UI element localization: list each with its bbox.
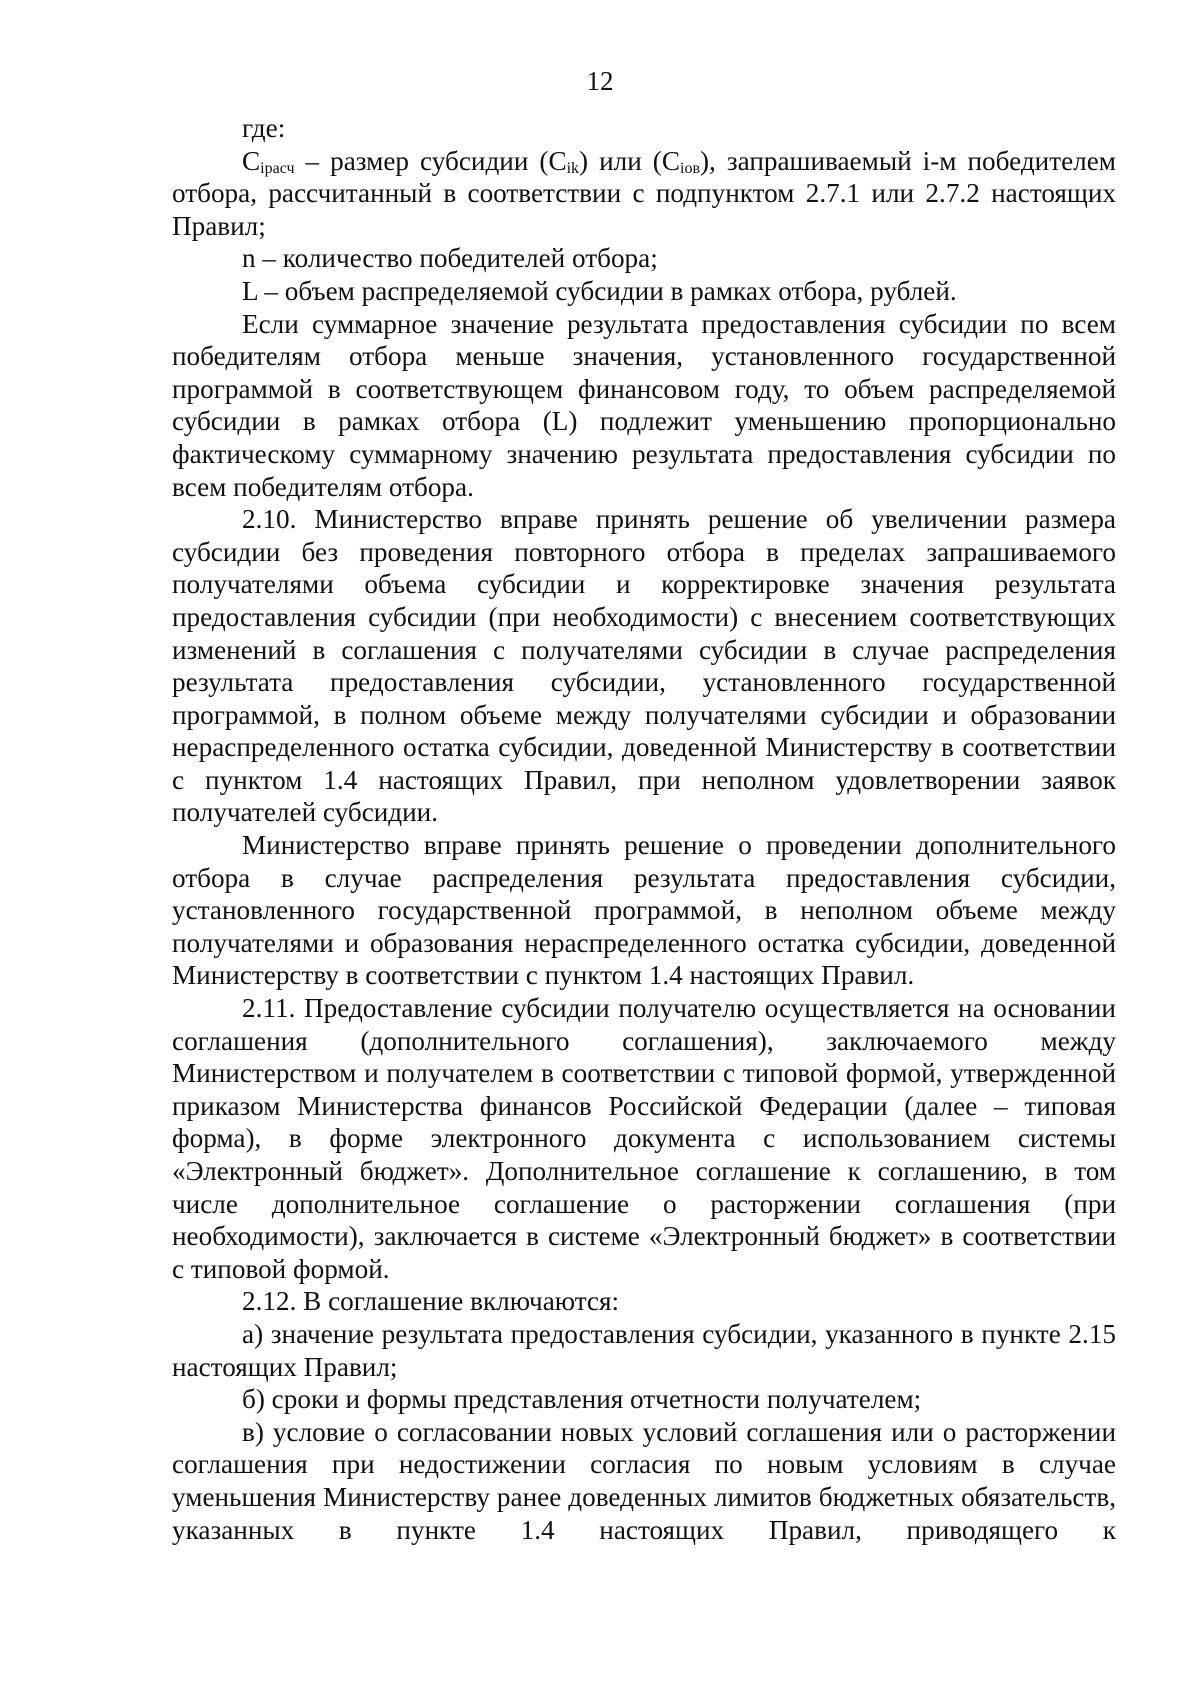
list-item-a: а) значение результата предоставления субсидии, указанного в пункте 2.15 настоящих Правил; <box>172 1318 1116 1382</box>
list-item-b: б) сроки и формы представления отчетности получателем; <box>242 1384 922 1415</box>
symbol-c: C <box>242 145 261 176</box>
symbol-ciov-subscript: iов <box>680 159 700 177</box>
document-body <box>172 112 1116 1546</box>
symbol-cik-subscript: ik <box>566 159 580 177</box>
formula-legend-c <box>172 145 1116 243</box>
paragraph-reduction: Если суммарное значение результата предоставления субсидии по всем победителям отбора меньше значения, установленного государственной программой в соответствующем финансовом году, то объем распределяемой субсидии в рамках отбора (L) подлежит уменьшению пропорционально фактическому суммарному значению результата предоставления субсидии по всем победителям отбора. <box>172 308 1116 502</box>
list-item-v: в) условие о согласовании новых условий соглашения или о расторжении соглашения при недостижении согласия по новым условиям в случае уменьшения Министерству ранее доведенных лимитов бюджетных обязательств, указанных в пункте 1.4 настоящих Правил, приводящего к <box>172 1416 1116 1545</box>
page-number: 12 <box>586 66 614 96</box>
legend-text-3: ), запрашиваемый i-м победителем отбора, рассчитанный в соответствии с подпунктом 2.7.1 или 2.7.2 настоящих Правил; <box>172 145 1116 241</box>
legend-text-2: ) или (C <box>579 145 680 176</box>
legend-text-1: – размер субсидии (C <box>294 145 567 176</box>
paragraph-2-11: 2.11. Предоставление субсидии получателю осуществляется на основании соглашения (дополнительного соглашения), заключаемого между Министерством и получателем в соответствии с типовой формой, утвержденной приказом Министерства финансов Российской Федерации (далее – типовая форма), в форме электронного документа с использованием системы «Электронный бюджет». Дополнительное соглашение к соглашению, в том числе дополнительное соглашение о расторжении соглашения (при необходимости), заключается в системе «Электронный бюджет» в соответствии с типовой формой. <box>172 993 1116 1284</box>
legend-l: L – объем распределяемой субсидии в рамках отбора, рублей. <box>242 275 957 306</box>
legend-n: n – количество победителей отбора; <box>242 243 658 274</box>
where-label: где: <box>242 113 286 143</box>
paragraph-2-10: 2.10. Министерство вправе принять решение об увеличении размера субсидии без проведения повторного отбора в пределах запрашиваемого получателями объема субсидии и корректировке значения результата предоставления субсидии (при необходимости) с внесением соответствующих изменений в соглашения с получателями субсидии в случае распределения результата предоставления субсидии, установленного государственной программой, в полном объеме между получателями субсидии и образовании нераспределенного остатка субсидии, доведенной Министерству в соответствии с пунктом 1.4 настоящих Правил, при неполном удовлетворении заявок получателей субсидии. <box>172 504 1116 828</box>
paragraph-2-12: 2.12. В соглашение включаются: <box>242 1286 620 1317</box>
paragraph-additional-selection: Министерство вправе принять решение о проведении дополнительного отбора в случае распределения результата предоставления субсидии, установленного государственной программой, в неполном объеме между получателями и образования нераспределенного остатка субсидии, доведенной Министерству в соответствии с пунктом 1.4 настоящих Правил. <box>172 830 1116 991</box>
symbol-c-subscript: iрасч <box>260 159 295 177</box>
